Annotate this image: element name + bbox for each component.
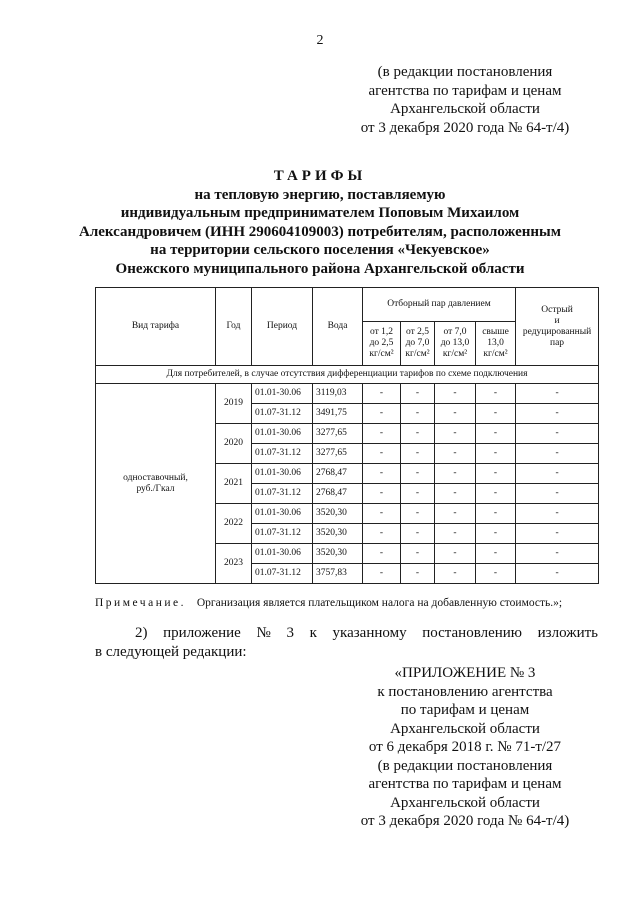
period-cell: 01.07-31.12 xyxy=(252,484,313,504)
dash-cell: - xyxy=(401,464,435,484)
water-cell: 2768,47 xyxy=(313,484,363,504)
header-text-line: от 7,0 xyxy=(443,327,467,337)
header-text-line: до 2,5 xyxy=(369,338,394,348)
table-footnote xyxy=(95,597,605,609)
appendix-line: «ПРИЛОЖЕНИЕ № 3 xyxy=(394,665,536,681)
year-cell: 2022 xyxy=(216,504,252,544)
header-sharp-steam xyxy=(516,288,599,366)
dash-cell: - xyxy=(476,524,516,544)
dash-cell: - xyxy=(363,564,401,584)
dash-cell: - xyxy=(435,464,476,484)
dash-cell: - xyxy=(401,444,435,464)
header-text-line: до 7,0 xyxy=(405,338,430,348)
tariff-table xyxy=(95,287,599,584)
title-line: на территории сельского поселения «Чекуевское» xyxy=(150,242,490,258)
appendix-line: (в редакции постановления xyxy=(377,757,553,774)
header-steam-1 xyxy=(363,322,401,366)
dash-cell: - xyxy=(401,384,435,404)
header-period: Период xyxy=(252,288,313,366)
paragraph-word: постановлению xyxy=(422,625,522,641)
page-number: 2 xyxy=(316,33,324,48)
year-cell: 2019 xyxy=(216,384,252,424)
dash-cell: - xyxy=(435,424,476,444)
edition-line: агентства по тарифам и ценам xyxy=(368,82,562,99)
period-cell: 01.07-31.12 xyxy=(252,524,313,544)
appendix-line: агентства по тарифам и ценам xyxy=(368,776,562,792)
dash-cell: - xyxy=(363,424,401,444)
edition-line: от 3 декабря 2020 года № 64-т/4) xyxy=(360,119,570,136)
edition-line: Архангельской области xyxy=(390,101,540,117)
year-cell: 2020 xyxy=(216,424,252,464)
paragraph-word: изложить xyxy=(537,625,598,641)
period-cell: 01.07-31.12 xyxy=(252,564,313,584)
footnote-label: Примечание. xyxy=(95,597,186,609)
header-text-line: от 1,2 xyxy=(369,327,394,337)
period-cell: 01.07-31.12 xyxy=(252,444,313,464)
dash-cell: - xyxy=(401,564,435,584)
dash-cell: - xyxy=(435,544,476,564)
dash-cell: - xyxy=(516,444,599,464)
table-row xyxy=(96,384,599,404)
water-cell: 3520,30 xyxy=(313,504,363,524)
dash-cell: - xyxy=(516,424,599,444)
dash-cell: - xyxy=(363,404,401,424)
dash-cell: - xyxy=(516,524,599,544)
table-note-row: Для потребителей, в случае отсутствия дифференциации тарифов по схеме подключения xyxy=(96,366,599,384)
dash-cell: - xyxy=(401,504,435,524)
document-title xyxy=(0,167,640,278)
dash-cell: - xyxy=(516,544,599,564)
dash-cell: - xyxy=(516,384,599,404)
paragraph-word: № xyxy=(256,625,271,641)
dash-cell: - xyxy=(476,444,516,464)
dash-cell: - xyxy=(476,564,516,584)
header-text-line: пар xyxy=(550,337,565,348)
header-water: Вода xyxy=(313,288,363,366)
dash-cell: - xyxy=(516,484,599,504)
dash-cell: - xyxy=(363,444,401,464)
header-text-line: Острый xyxy=(541,304,573,315)
paragraph-line-2: в следующей редакции: xyxy=(95,644,247,660)
paragraph-line-1 xyxy=(95,624,598,643)
paragraph-word: приложение xyxy=(163,625,241,641)
appendix-line: от 3 декабря 2020 года № 64-т/4) xyxy=(360,813,570,829)
period-cell: 01.01-30.06 xyxy=(252,424,313,444)
dash-cell: - xyxy=(363,464,401,484)
appendix-line: Архангельской области xyxy=(390,794,540,811)
header-steam-group: Отборный пар давлением xyxy=(363,288,516,322)
period-cell: 01.01-30.06 xyxy=(252,544,313,564)
dash-cell: - xyxy=(516,464,599,484)
title-line: индивидуальным предпринимателем Поповым Михаилом xyxy=(120,205,520,221)
edition-line: (в редакции постановления xyxy=(377,64,553,80)
dash-cell: - xyxy=(363,524,401,544)
table-body xyxy=(96,384,599,584)
dash-cell: - xyxy=(401,404,435,424)
dash-cell: - xyxy=(401,544,435,564)
dash-cell: - xyxy=(401,424,435,444)
dash-cell: - xyxy=(476,464,516,484)
dash-cell: - xyxy=(401,484,435,504)
water-cell: 3491,75 xyxy=(313,404,363,424)
period-cell: 01.01-30.06 xyxy=(252,504,313,524)
dash-cell: - xyxy=(476,544,516,564)
header-steam-2 xyxy=(401,322,435,366)
dash-cell: - xyxy=(476,404,516,424)
appendix-line: к постановлению агентства xyxy=(377,683,553,700)
appendix-line: по тарифам и ценам xyxy=(400,702,530,718)
dash-cell: - xyxy=(401,524,435,544)
dash-cell: - xyxy=(435,404,476,424)
header-text-line: 13,0 xyxy=(487,338,504,348)
title-main: ТАРИФЫ xyxy=(273,168,367,184)
water-cell: 3757,83 xyxy=(313,564,363,584)
dash-cell: - xyxy=(516,404,599,424)
paragraph-word: указанному xyxy=(332,625,407,641)
dash-cell: - xyxy=(435,524,476,544)
period-cell: 01.07-31.12 xyxy=(252,404,313,424)
appendix-line: Архангельской области xyxy=(390,720,540,737)
header-tariff-type: Вид тарифа xyxy=(96,288,216,366)
edition-note-top xyxy=(330,63,600,137)
water-cell: 3520,30 xyxy=(313,524,363,544)
tariff-type-line: одноставочный, xyxy=(123,472,188,483)
dash-cell: - xyxy=(476,504,516,524)
header-text-line: до 13,0 xyxy=(440,338,470,348)
dash-cell: - xyxy=(435,564,476,584)
dash-cell: - xyxy=(516,564,599,584)
header-steam-4 xyxy=(476,322,516,366)
tariff-type-cell xyxy=(96,384,216,584)
water-cell: 3277,65 xyxy=(313,444,363,464)
paragraph-word: 2) xyxy=(135,625,148,641)
header-year: Год xyxy=(216,288,252,366)
dash-cell: - xyxy=(363,544,401,564)
header-text-line: от 2,5 xyxy=(405,327,430,337)
dash-cell: - xyxy=(435,504,476,524)
dash-cell: - xyxy=(435,444,476,464)
dash-cell: - xyxy=(476,384,516,404)
header-text-line: кг/см² xyxy=(442,349,468,359)
header-text-line: свыше xyxy=(482,327,509,337)
year-cell: 2023 xyxy=(216,544,252,584)
dash-cell: - xyxy=(476,484,516,504)
dash-cell: - xyxy=(435,484,476,504)
dash-cell: - xyxy=(476,424,516,444)
footnote-text: Организация является плательщиком налога на добавленную стоимость.»; xyxy=(196,597,563,609)
amendment-paragraph xyxy=(95,624,598,662)
tariff-type-line: руб./Гкал xyxy=(136,483,175,494)
header-text-line: кг/см² xyxy=(405,349,430,359)
header-steam-3 xyxy=(435,322,476,366)
water-cell: 2768,47 xyxy=(313,464,363,484)
header-text-line: кг/см² xyxy=(483,349,508,359)
dash-cell: - xyxy=(363,504,401,524)
period-cell: 01.01-30.06 xyxy=(252,464,313,484)
water-cell: 3277,65 xyxy=(313,424,363,444)
dash-cell: - xyxy=(435,384,476,404)
title-line: Александровичем (ИНН 290604109003) потребителям, расположенным xyxy=(79,223,561,240)
water-cell: 3119,03 xyxy=(313,384,363,404)
water-cell: 3520,30 xyxy=(313,544,363,564)
header-text-line: кг/см² xyxy=(369,349,394,359)
appendix-line: от 6 декабря 2018 г. № 71-т/27 xyxy=(368,739,562,755)
dash-cell: - xyxy=(363,484,401,504)
appendix-header xyxy=(330,664,600,831)
dash-cell: - xyxy=(516,504,599,524)
paragraph-word: 3 xyxy=(286,625,294,641)
period-cell: 01.01-30.06 xyxy=(252,384,313,404)
title-line: Онежского муниципального района Архангельской области xyxy=(115,260,525,277)
paragraph-word: к xyxy=(309,625,317,641)
year-cell: 2021 xyxy=(216,464,252,504)
title-line: на тепловую энергию, поставляемую xyxy=(194,186,446,203)
dash-cell: - xyxy=(363,384,401,404)
header-text-line: редуцированный xyxy=(522,326,592,337)
header-text-line: и xyxy=(554,315,560,326)
